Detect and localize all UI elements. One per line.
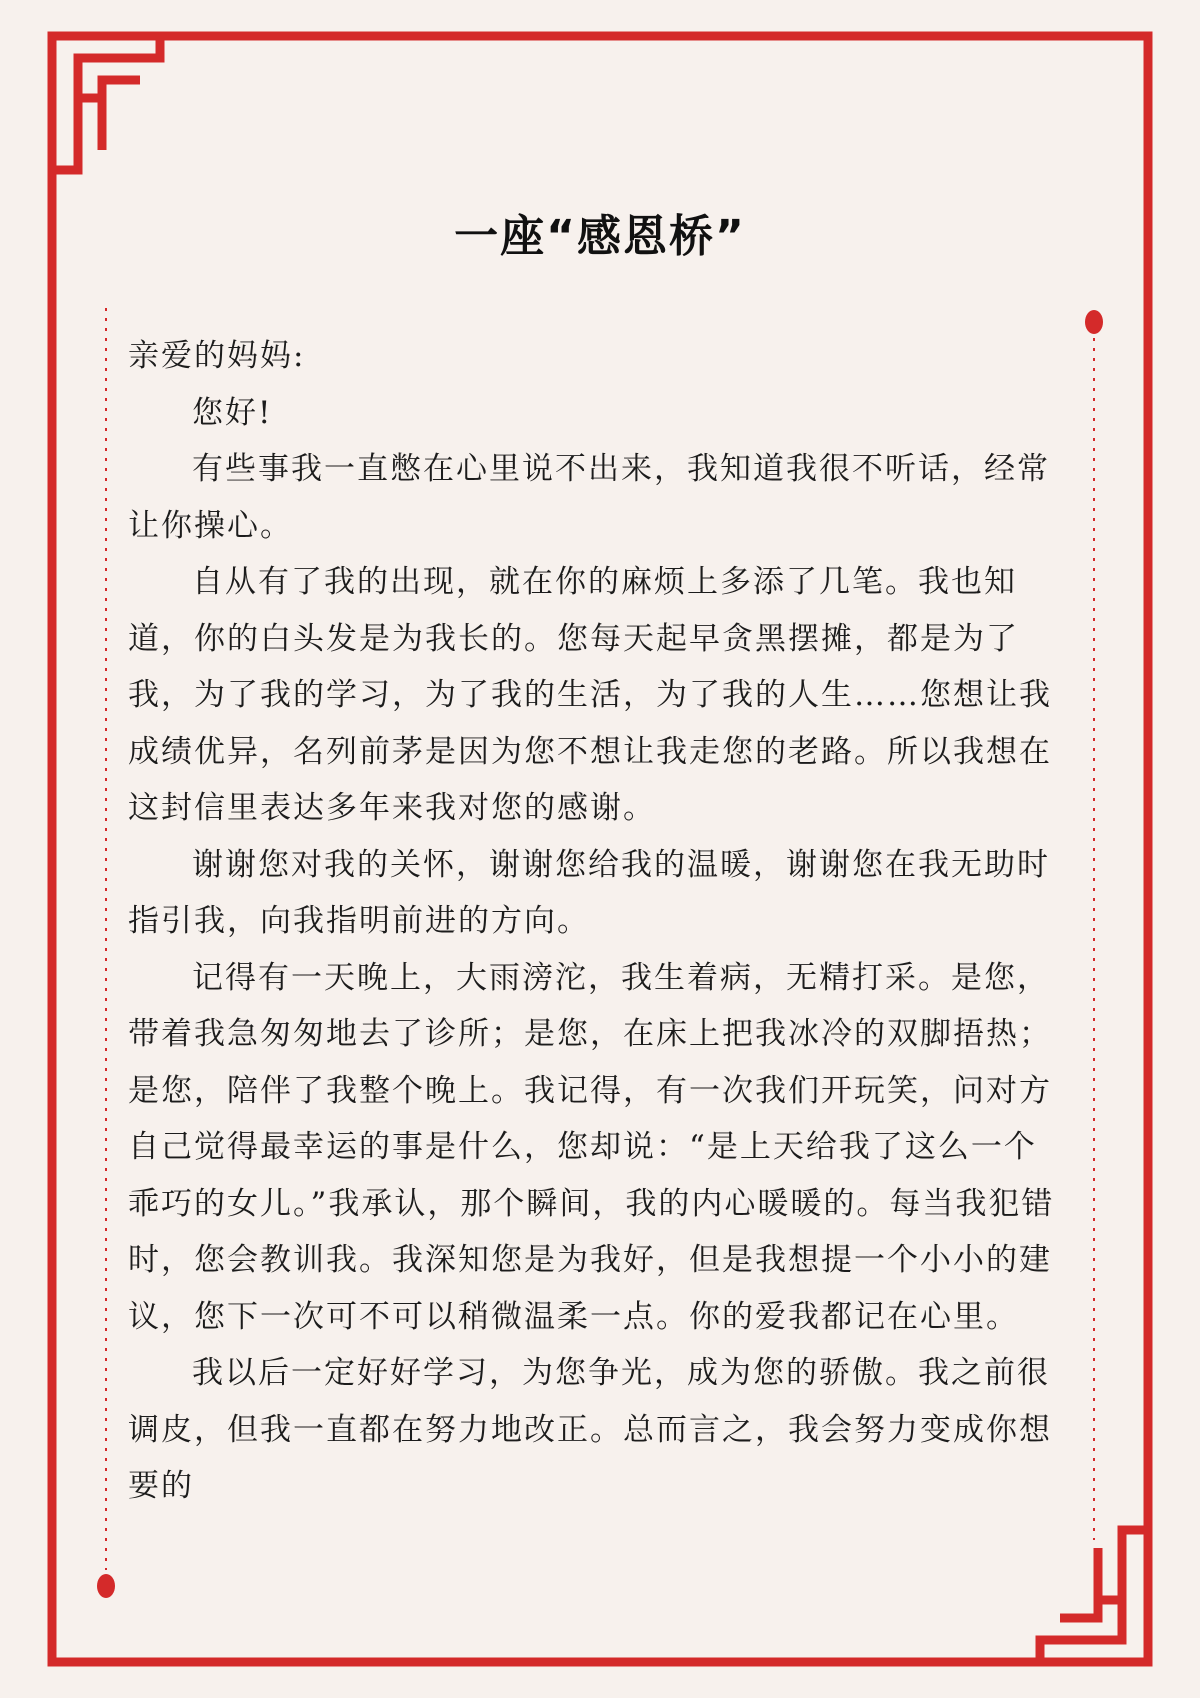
right-dot — [1085, 310, 1103, 334]
corner-ornament-top-left — [52, 36, 160, 170]
salutation: 亲爱的妈妈: — [128, 338, 306, 374]
corner-ornament-bottom-right — [1040, 1530, 1148, 1662]
letter-title: 一座“感恩桥” — [454, 211, 746, 262]
paragraph: 有些事我一直憋在心里说不出来，我知道我很不听话，经常让你操心。 — [128, 451, 1050, 544]
paragraph: 自从有了我的出现，就在你的麻烦上多添了几笔。我也知道，你的白头发是为我长的。您每天起早贪黑摆摊，都是为了我，为了我的学习，为了我的生活，为了我的人生……您想让我成绩优异，名列前茅是因为您不想让我走您的老路。所以我想在这封信里表达多年来我对您的感谢。 — [128, 564, 1052, 826]
letter-body — [128, 328, 1068, 1515]
left-dot — [97, 1574, 115, 1598]
paragraph: 谢谢您对我的关怀，谢谢您给我的温暖，谢谢您在我无助时指引我，向我指明前进的方向。 — [128, 846, 1050, 939]
greeting: 您好! — [192, 394, 273, 431]
paragraph: 记得有一天晚上，大雨滂沱，我生着病，无精打采。是您，带着我急匆匆地去了诊所；是您，在床上把我冰冷的双脚捂热；是您，陪伴了我整个晚上。我记得，有一次我们开玩笑，问对方自己觉得最幸运的事是什么，您却说：“是上天给我了这么一个乖巧的女儿。”我承认，那个瞬间，我的内心暖暖的。每当我犯错时，您会教训我。我深知您是为我好，但是我想提一个小小的建议，您下一次可不可以稍微温柔一点。你的爱我都记在心里。 — [128, 959, 1055, 1335]
paragraph: 我以后一定好好学习，为您争光，成为您的骄傲。我之前很调皮，但我一直都在努力地改正。总而言之，我会努力变成你想要的 — [128, 1355, 1052, 1504]
